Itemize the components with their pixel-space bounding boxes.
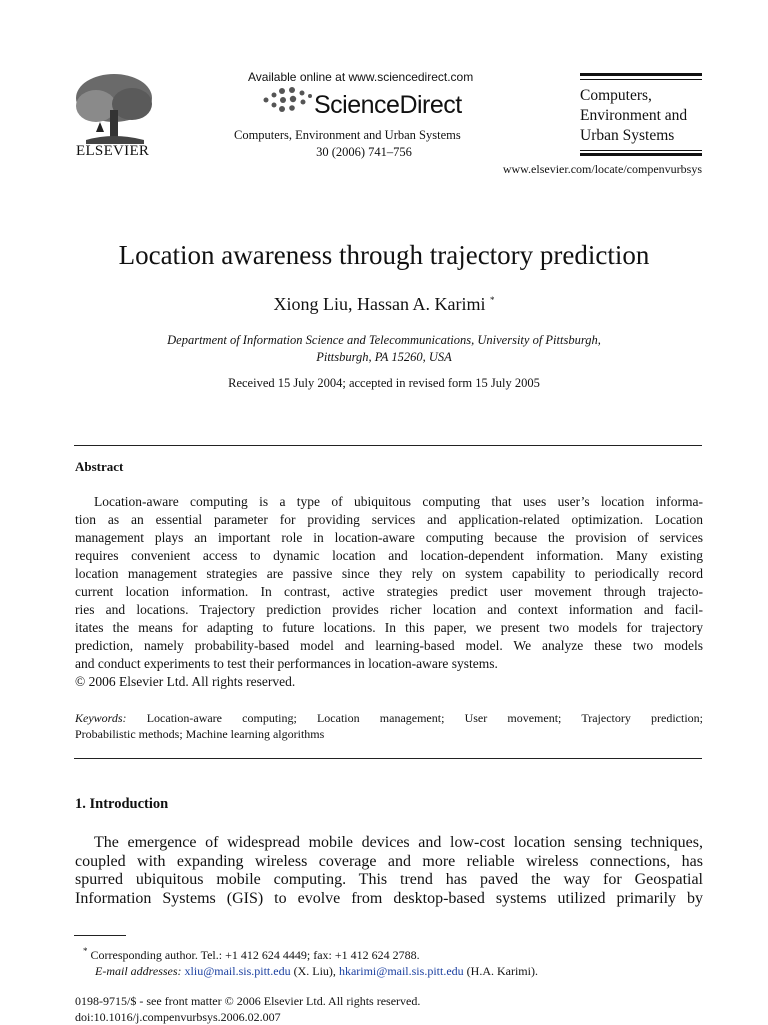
- journal-box-rule: [580, 79, 702, 80]
- email-label: E-mail addresses:: [95, 964, 182, 978]
- author-names: Xiong Liu, Hassan A. Karimi: [273, 294, 486, 314]
- footnote-divider: [74, 935, 126, 936]
- affiliation-line: Department of Information Science and Telecommunications, University of Pittsburgh,: [167, 333, 601, 347]
- journal-box-rule: [580, 153, 702, 156]
- received-dates: Received 15 July 2004; accepted in revised form 15 July 2005: [228, 376, 540, 390]
- sciencedirect-dots-icon: [262, 86, 314, 114]
- email-link[interactable]: xliu@mail.sis.pitt.edu: [184, 964, 291, 978]
- email-link[interactable]: hkarimi@mail.sis.pitt.edu: [338, 964, 464, 978]
- paper-authors: [0, 294, 768, 315]
- introduction-line: The emergence of widespread mobile devices and low-cost location sensing techniques,: [94, 834, 703, 851]
- email-addresses: [75, 963, 703, 979]
- journal-name: Computers, Environment and Urban Systems: [234, 128, 461, 142]
- introduction-line: Information Systems (GIS) to evolve from desktop-based systems utilized primarily by: [75, 889, 703, 907]
- abstract-heading: Abstract: [75, 459, 124, 474]
- abstract-line: requires convenient access to dynamic location and location-dependent information. Many existing: [75, 548, 703, 563]
- affiliation-line: Pittsburgh, PA 15260, USA: [316, 350, 452, 364]
- keywords: [75, 710, 703, 742]
- abstract-line: ries and locations. Trajectory prediction provides richer location and context information and facil-: [75, 602, 703, 617]
- journal-box-line: Environment and: [580, 107, 688, 124]
- journal-box-title: [580, 86, 710, 146]
- journal-url[interactable]: www.elsevier.com/locate/compenvurbsys: [502, 162, 702, 176]
- journal-box-line: Urban Systems: [580, 127, 675, 144]
- section-divider: [74, 445, 702, 446]
- keywords-label: Keywords:: [75, 711, 127, 725]
- introduction-line: spurred ubiquitous mobile computing. This trend has paved the way for Geospatial: [75, 871, 703, 888]
- corresponding-author-mark[interactable]: *: [489, 295, 495, 305]
- available-online-text: Available online at www.sciencedirect.com: [248, 70, 474, 84]
- abstract-line: management plays an important role in location-aware computing because the provision of services: [75, 530, 703, 545]
- keywords-line: [75, 710, 703, 726]
- abstract-line: location management strategies are passive since they rely on system capability to periodically record: [75, 566, 703, 581]
- paper-title: Location awareness through trajectory prediction: [118, 240, 650, 270]
- corresponding-author-text: Corresponding author. Tel.: +1 412 624 4449; fax: +1 412 624 2788.: [90, 948, 420, 962]
- keywords-text: Location-aware computing; Location management; User movement; Trajectory prediction;: [146, 711, 703, 725]
- abstract-body: [75, 493, 703, 691]
- abstract-line: prediction, namely probability-based model and learning-based model. We analyze these two models: [75, 638, 703, 653]
- keywords-line: Probabilistic methods; Machine learning algorithms: [75, 727, 325, 741]
- journal-box-rule: [580, 73, 702, 76]
- journal-box-line: Computers,: [580, 87, 652, 104]
- section-divider: [74, 758, 702, 759]
- abstract-copyright: © 2006 Elsevier Ltd. All rights reserved.: [75, 674, 296, 689]
- doi[interactable]: doi:10.1016/j.compenvurbsys.2006.02.007: [75, 1010, 281, 1024]
- introduction-heading: 1. Introduction: [75, 796, 169, 812]
- abstract-line: and conduct experiments to test their performances in location-aware systems.: [75, 656, 498, 671]
- corresponding-author-note: [75, 943, 703, 963]
- volume-pages: 30 (2006) 741–756: [316, 145, 412, 159]
- footnote-mark: *: [83, 946, 88, 956]
- introduction-body: [75, 834, 703, 908]
- abstract-line: tion as an essential parameter for providing services and application-related optimization. Location: [75, 512, 703, 527]
- publisher-name: ELSEVIER: [76, 143, 150, 159]
- sciencedirect-wordmark: ScienceDirect: [314, 91, 462, 119]
- journal-box-rule: [580, 150, 702, 151]
- abstract-line: Location-aware computing is a type of ubiquitous computing that uses user’s location informa-: [94, 494, 703, 509]
- footnotes: [75, 943, 703, 979]
- email-owner: (X. Liu),: [293, 964, 336, 978]
- introduction-line: coupled with expanding wireless coverage and more reliable wireless connections, has: [75, 852, 703, 870]
- email-owner: (H.A. Karimi).: [466, 964, 538, 978]
- front-matter-note: 0198-9715/$ - see front matter © 2006 Elsevier Ltd. All rights reserved.: [75, 994, 421, 1008]
- abstract-line: current location information. In contrast, active strategies predict user movement through trajecto-: [75, 584, 703, 599]
- abstract-line: itates the means for adapting to future locations. In this paper, we present two models for trajectory: [75, 620, 703, 635]
